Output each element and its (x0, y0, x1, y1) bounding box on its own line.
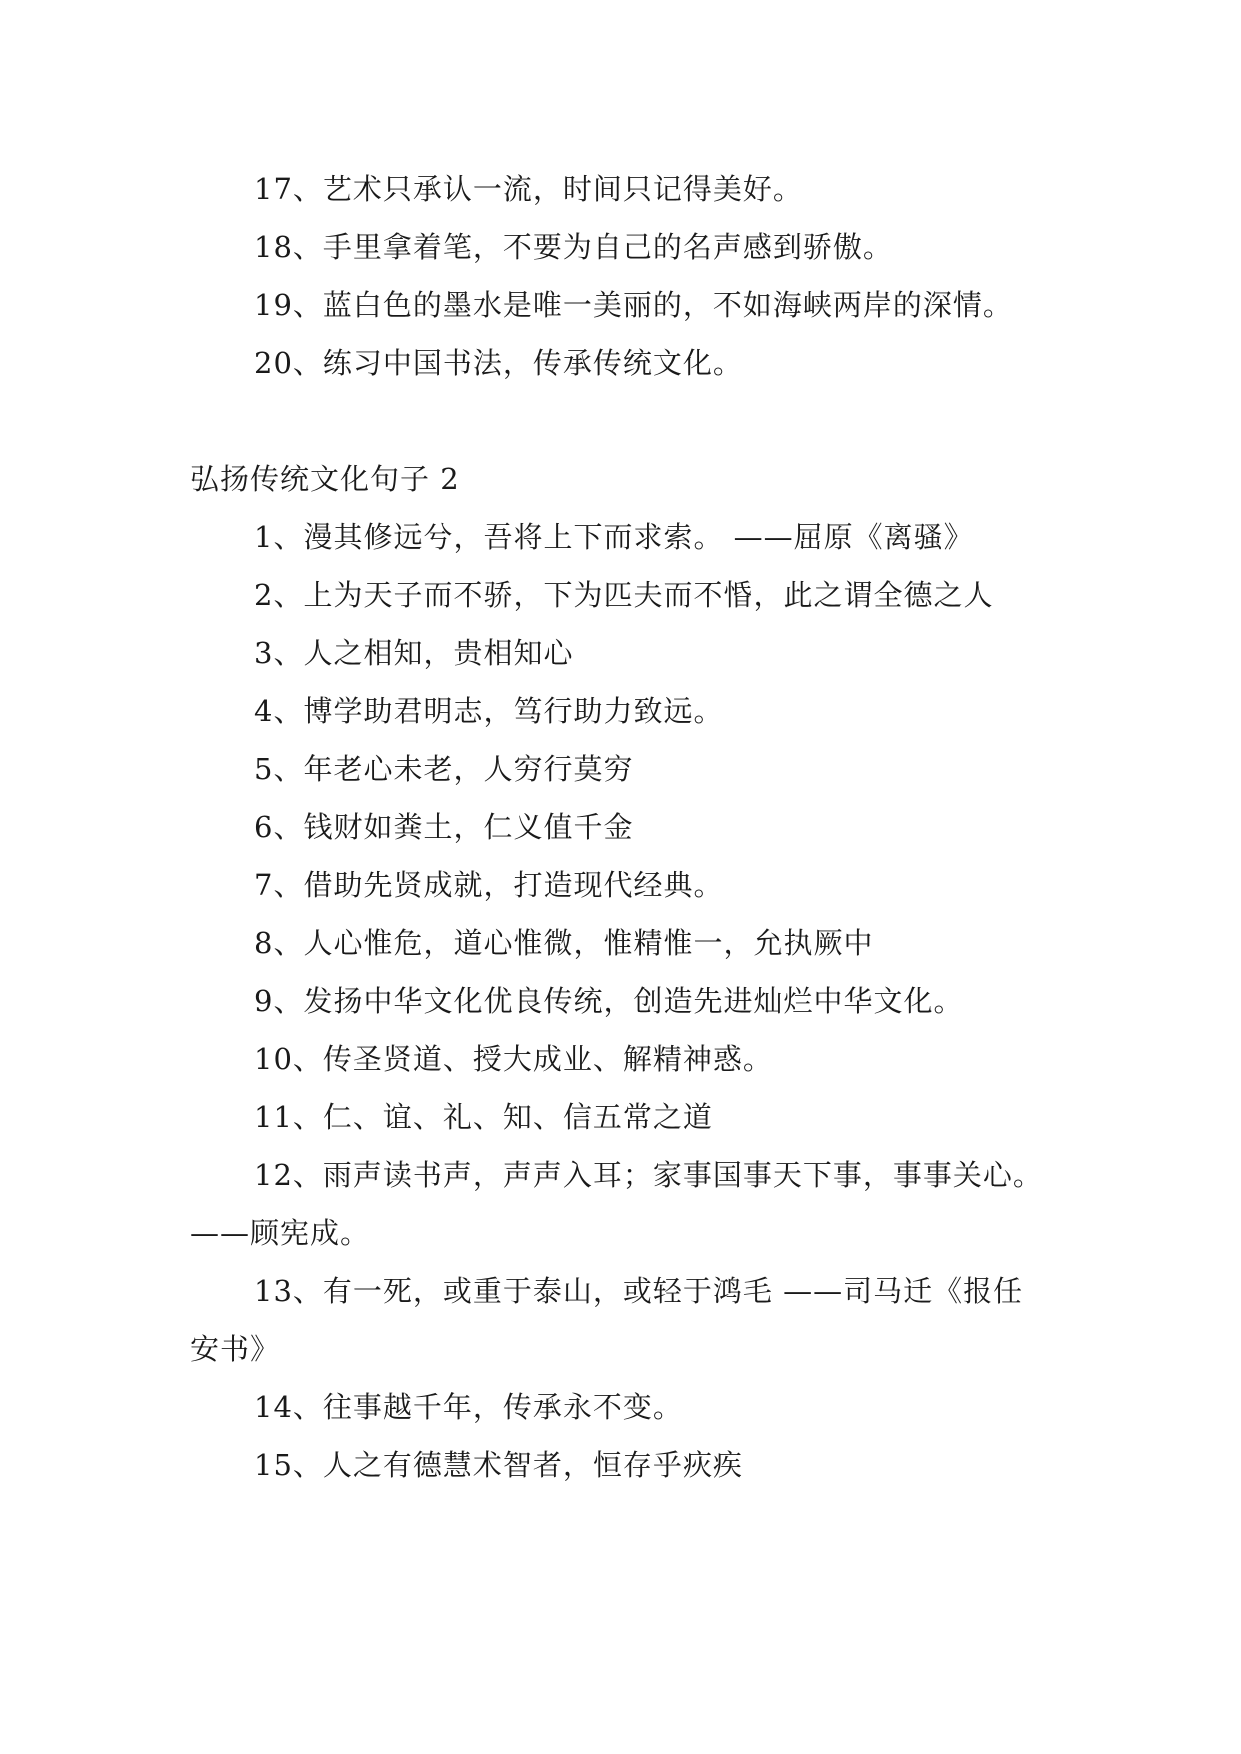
list-item: 20、练习中国书法，传承传统文化。 (254, 346, 743, 380)
section-heading: 弘扬传统文化句子 2 (190, 462, 460, 496)
list-item: 14、往事越千年，传承永不变。 (254, 1390, 683, 1424)
document-page (190, 160, 1050, 1494)
list-item: 8、人心惟危，道心惟微，惟精惟一，允执厥中 (254, 926, 874, 960)
list-item: 1、漫其修远兮，吾将上下而求索。 ——屈原《离骚》 (254, 520, 974, 554)
list-item: 13、有一死，或重于泰山，或轻于鸿毛 ——司马迁《报任安书》 (190, 1274, 1024, 1366)
list-item: 10、传圣贤道、授大成业、解精神惑。 (254, 1042, 773, 1076)
list-item: 7、借助先贤成就，打造现代经典。 (254, 868, 724, 902)
list-item: 17、艺术只承认一流，时间只记得美好。 (254, 172, 803, 206)
list-item: 4、博学助君明志，笃行助力致远。 (254, 694, 724, 728)
list-item: 5、年老心未老，人穷行莫穷 (254, 752, 634, 786)
list-item: 15、人之有德慧术智者，恒存乎疢疾 (254, 1448, 743, 1482)
list-item: 18、手里拿着笔，不要为自己的名声感到骄傲。 (254, 230, 893, 264)
list-item: 11、仁、谊、礼、知、信五常之道 (254, 1100, 713, 1134)
list-item: 6、钱财如粪土，仁义值千金 (254, 810, 634, 844)
list-item: 12、雨声读书声，声声入耳；家事国事天下事，事事关心。 ——顾宪成。 (190, 1158, 1043, 1250)
list-item: 9、发扬中华文化优良传统，创造先进灿烂中华文化。 (254, 984, 964, 1018)
list-item: 3、人之相知，贵相知心 (254, 636, 574, 670)
list-item: 19、蓝白色的墨水是唯一美丽的，不如海峡两岸的深情。 (254, 288, 1013, 322)
list-item: 2、上为天子而不骄，下为匹夫而不惛，此之谓全德之人 (254, 578, 994, 612)
